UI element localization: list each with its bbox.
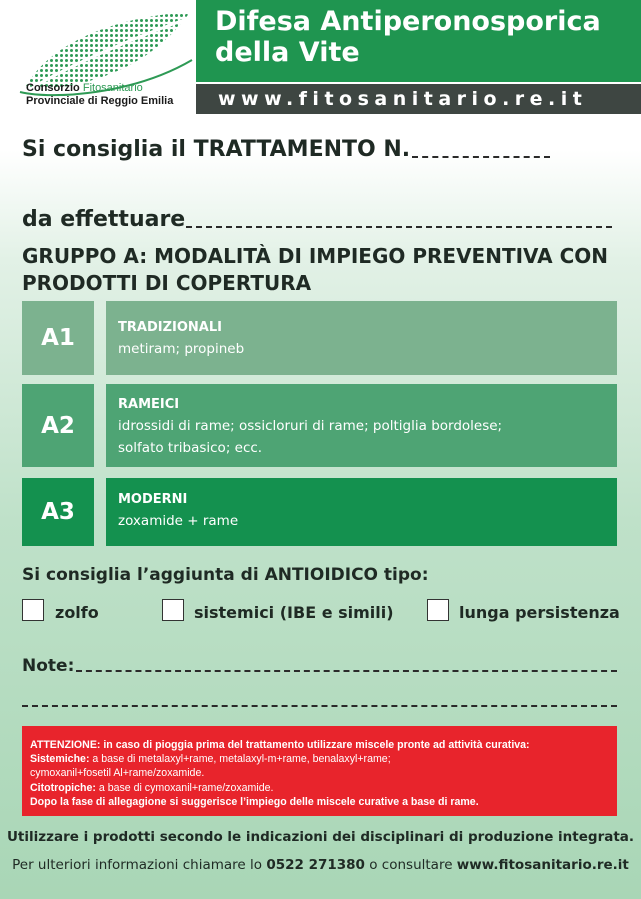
checkbox-label-sistemici: sistemici (IBE e simili) xyxy=(194,603,394,622)
header-url: www.fitosanitario.re.it xyxy=(218,88,588,110)
product-desc xyxy=(118,415,605,459)
alert-cito-label: Citotropiche: xyxy=(30,781,96,794)
checkbox-label-zolfo: zolfo xyxy=(55,603,99,622)
note-label: Note: xyxy=(22,656,75,676)
product-box-a1 xyxy=(106,301,617,375)
logo-text xyxy=(26,82,173,108)
group-title xyxy=(22,243,632,297)
product-title: RAMEICI xyxy=(118,397,180,412)
footer-phone: 0522 271380 xyxy=(266,857,365,873)
treatment-number-field[interactable] xyxy=(412,156,550,158)
logo-line2: Provinciale di Reggio Emilia xyxy=(26,95,174,107)
product-code-a1: A1 xyxy=(22,301,94,375)
product-desc-line1: idrossidi di rame; ossicloruri di rame; poltiglia bordolese; xyxy=(118,418,503,434)
alert-line1: ATTENZIONE: in caso di pioggia prima del trattamento utilizzare miscele pronte ad attività curativa: xyxy=(30,739,530,751)
treatment-label: Si consiglia il TRATTAMENTO N. xyxy=(22,137,411,162)
group-title-line1: GRUPPO A: MODALITÀ DI IMPIEGO PREVENTIVA CON xyxy=(22,244,609,268)
product-box-a2 xyxy=(106,384,617,467)
title-line2: della Vite xyxy=(215,37,360,68)
footer-contact-b: o consultare xyxy=(364,857,457,873)
logo-line1-b: Fitosanitario xyxy=(82,82,143,94)
alert-sist-text: a base di metalaxyl+rame, metalaxyl-m+rame, benalaxyl+rame; xyxy=(89,753,391,766)
effettuare-field[interactable] xyxy=(186,226,612,228)
page-title xyxy=(215,6,601,68)
product-title: TRADIZIONALI xyxy=(118,320,222,335)
product-box-a3 xyxy=(106,478,617,546)
attention-box xyxy=(22,726,617,816)
product-code-a3: A3 xyxy=(22,478,94,546)
footer-contact-a: Per ulteriori informazioni chiamare lo xyxy=(12,857,267,873)
product-desc: zoxamide + rame xyxy=(118,513,239,529)
logo-line1-a: Consorzio xyxy=(26,82,83,94)
product-desc: metiram; propineb xyxy=(118,341,245,357)
note-field-line2[interactable] xyxy=(22,705,617,707)
group-title-line2: PRODOTTI DI COPERTURA xyxy=(22,271,312,295)
alert-line3: cymoxanil+fosetil Al+rame/zoxamide. xyxy=(30,767,205,780)
checkbox-sistemici[interactable] xyxy=(162,599,184,621)
checkbox-lunga-persistenza[interactable] xyxy=(427,599,449,621)
effettuare-label: da effettuare xyxy=(22,207,186,232)
alert-sist-label: Sistemiche: xyxy=(30,753,90,766)
checkbox-zolfo[interactable] xyxy=(22,599,44,621)
product-desc-line2: solfato tribasico; ecc. xyxy=(118,440,263,456)
alert-line5: Dopo la fase di allegagione si suggerisce l’impiego delle miscele curative a base di rame. xyxy=(30,795,479,808)
product-code-a2: A2 xyxy=(22,384,94,467)
footer-contact xyxy=(0,857,641,873)
product-title: MODERNI xyxy=(118,492,188,507)
footer-guidance: Utilizzare i prodotti secondo le indicazioni dei disciplinari di produzione integrata. xyxy=(6,829,635,845)
alert-cito-text: a base di cymoxanil+rame/zoxamide. xyxy=(95,781,274,794)
title-line1: Difesa Antiperonosporica xyxy=(215,6,601,37)
antioidico-label: Si consiglia l’aggiunta di ANTIOIDICO tipo: xyxy=(22,565,429,585)
note-field-line1[interactable] xyxy=(76,670,617,672)
footer-site-link[interactable]: www.fitosanitario.re.it xyxy=(456,857,629,873)
checkbox-label-lunga-persistenza: lunga persistenza xyxy=(459,603,620,622)
